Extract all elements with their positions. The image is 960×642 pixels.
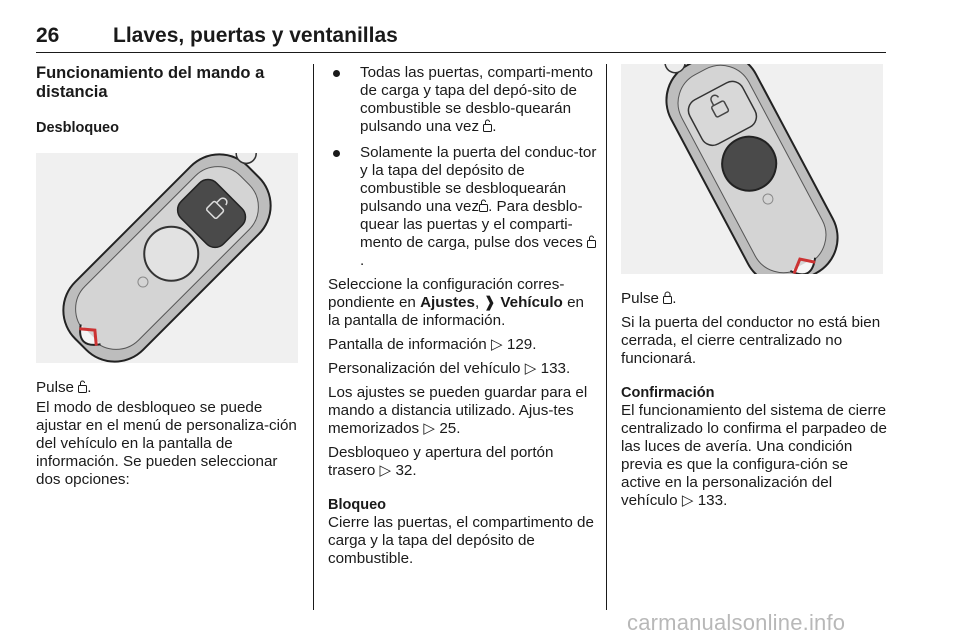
key-fob-unlock-illustration	[36, 153, 298, 363]
column-3	[621, 64, 891, 510]
page-number: 26	[36, 24, 60, 47]
unlock-icon	[479, 199, 488, 212]
key-fob-lock-illustration	[621, 64, 883, 274]
paragraph-confirmation: El funcionamiento del sistema de cierre centralizado lo confirma el parpadeo de las luces de avería. Una condición previa es que la configura-ción se active en la personalización del vehículo ▷ 133.	[621, 402, 887, 509]
paragraph-memory: Los ajustes se pueden guardar para el mando a distancia utilizado. Ajus-tes memorizados ▷ 25.	[328, 384, 588, 437]
list-item: Solamente la puerta del conduc-tor y la tapa del depósito de combustible se desbloquearán pulsando una vez . Para desblo-quear las puertas y el comparti-mento de carga, pulse dos veces .	[328, 144, 598, 270]
reference-arrow-icon: ▷	[379, 462, 392, 479]
paragraph-unlock-mode: El modo de desbloqueo se puede ajustar en el menú de personaliza-ción del vehículo en la pantalla de información. Se pueden seleccionar dos opciones:	[36, 399, 297, 488]
unlock-icon	[587, 235, 596, 248]
section-title: Funcionamiento del mando a distancia	[36, 64, 265, 101]
paragraph-driver-door: Si la puerta del conductor no está bien cerrada, el cierre centralizado no funcionará.	[621, 314, 881, 367]
reference-arrow-icon: ▷	[681, 492, 694, 509]
list-item: Todas las puertas, comparti-mento de carga y tapa del depó-sito de combustible se desblo-quearán pulsando una vez .	[328, 64, 598, 136]
subsection-title: Confirmación	[621, 385, 715, 401]
column-divider	[313, 64, 314, 610]
paragraph-settings: Seleccione la configuración corres-pondiente en Ajustes, ❱ Vehículo en la pantalla de información.	[328, 276, 584, 329]
reference-arrow-icon: ▷	[490, 336, 503, 353]
menu-item-vehicle: Vehículo	[500, 294, 563, 311]
paragraph-lock: Cierre las puertas, el compartimento de carga y la tapa del depósito de combustible.	[328, 514, 594, 567]
lock-icon	[663, 291, 672, 304]
subsection-title: Desbloqueo	[36, 120, 119, 136]
column-2	[328, 64, 598, 568]
watermark: carmanualsonline.info	[627, 610, 846, 635]
bullet-dot	[333, 70, 340, 77]
page-header	[36, 16, 886, 53]
reference-arrow-icon: ▷	[524, 360, 537, 377]
reference-arrow-icon: ▷	[423, 420, 436, 437]
bullet-dot	[333, 150, 340, 157]
cross-reference: Desbloqueo y apertura del portón trasero ▷ 32.	[328, 444, 554, 479]
unlock-icon	[78, 380, 87, 393]
pulse-lock-line: Pulse .	[621, 290, 677, 307]
unlock-icon	[483, 119, 492, 132]
column-divider	[606, 64, 607, 610]
menu-item-settings: Ajustes	[420, 294, 475, 311]
chevron-right-icon: ❱	[483, 294, 497, 311]
subsection-title: Bloqueo	[328, 497, 386, 513]
chapter-title: Llaves, puertas y ventanillas	[113, 24, 398, 47]
cross-reference: Personalización del vehículo ▷ 133.	[328, 360, 571, 377]
pulse-unlock-line: Pulse .	[36, 379, 92, 396]
column-1	[36, 64, 298, 489]
cross-reference: Pantalla de información ▷ 129.	[328, 336, 537, 353]
